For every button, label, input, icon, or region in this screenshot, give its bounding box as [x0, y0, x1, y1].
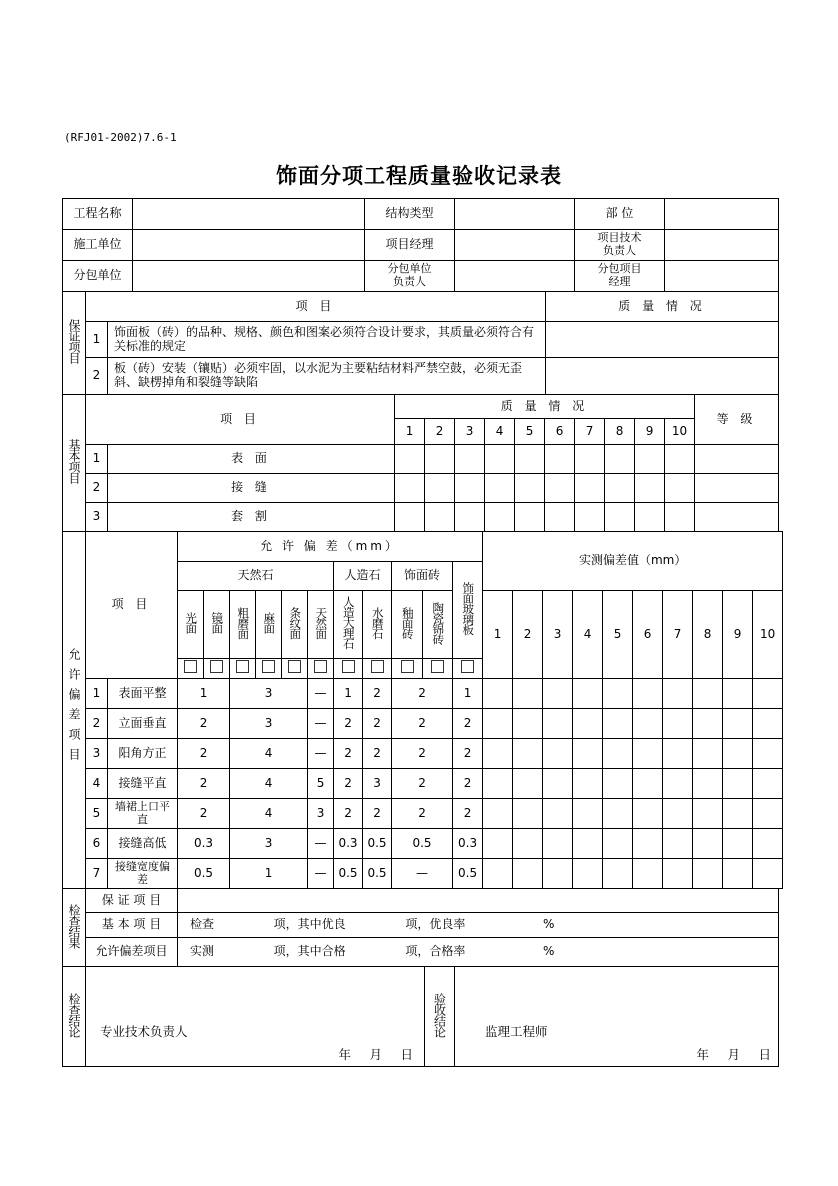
checkbox[interactable] [184, 660, 197, 673]
guarantee-row-text: 饰面板（砖）的品种、规格、颜色和图案必须符合设计要求，其质量必须符合有关标准的规定 [108, 322, 546, 358]
inspection-tolerance-label: 允许偏差项目 [86, 938, 178, 967]
checkbox[interactable] [431, 660, 444, 673]
row-name: 阳角方正 [108, 739, 178, 769]
row-name: 接缝平直 [108, 769, 178, 799]
value-cell: — [392, 859, 453, 889]
table-row [63, 799, 783, 829]
sub-col-header: 光面 [184, 612, 199, 634]
tolerance-table [62, 531, 783, 889]
tech-lead-label: 项目技术负责人 [575, 230, 665, 261]
document-code: (RFJ01-2002)7.6-1 [64, 131, 177, 144]
value-cell: 2 [392, 709, 453, 739]
artificial-stone-header: 人造石 [334, 562, 392, 591]
date-label: 年 月 日 [338, 1047, 416, 1062]
subcontract-unit-label: 分包单位 [63, 261, 133, 292]
measured-num: 9 [723, 591, 753, 679]
guarantee-item-header: 项 目 [86, 292, 546, 322]
table-row [63, 769, 783, 799]
basic-num: 8 [605, 419, 635, 445]
value-cell: 2 [178, 709, 230, 739]
value-cell: — [308, 859, 334, 889]
page-title: 饰面分项工程质量验收记录表 [276, 164, 562, 188]
value-cell: 2 [453, 769, 483, 799]
row-no: 4 [86, 769, 108, 799]
supervisor-sign-label: 监理工程师 [485, 1024, 548, 1039]
basic-num: 5 [515, 419, 545, 445]
value-cell: 3 [363, 769, 392, 799]
row-no: 1 [86, 679, 108, 709]
row-name: 接缝宽度偏差 [108, 859, 178, 889]
text: 项，优良率 [405, 917, 466, 932]
value-cell: 2 [363, 739, 392, 769]
table-row [63, 859, 783, 889]
row-no: 2 [86, 709, 108, 739]
basic-num: 3 [455, 419, 485, 445]
subcontract-lead-field[interactable] [455, 261, 575, 292]
tech-lead-sign-label: 专业技术负责人 [100, 1024, 188, 1039]
guarantee-section-label: 保证项目 [67, 319, 81, 364]
value-cell: 1 [453, 679, 483, 709]
guarantee-row-text: 板（砖）安装（镶贴）必须牢固，以水泥为主要粘结材料严禁空鼓，必须无歪斜、缺楞掉角和裂缝等缺陷 [108, 358, 546, 395]
value-cell: 2 [178, 739, 230, 769]
table-row [63, 829, 783, 859]
sub-col-header: 条纹面 [288, 606, 303, 639]
subcontract-unit-field[interactable] [133, 261, 365, 292]
value-cell: 5 [308, 769, 334, 799]
subcontract-manager-label: 分包项目经理 [575, 261, 665, 292]
guarantee-quality-cell[interactable] [546, 358, 779, 395]
measured-num: 1 [483, 591, 513, 679]
table-row [63, 709, 783, 739]
allowed-deviation-header: 允 许 偏 差（mm） [178, 532, 483, 562]
conclusion-table [62, 966, 779, 1067]
value-cell: 0.5 [453, 859, 483, 889]
tolerance-item-header: 项 目 [86, 532, 178, 679]
table-row [63, 739, 783, 769]
value-cell: 2 [363, 799, 392, 829]
basic-row-no: 3 [86, 503, 108, 532]
basic-row-text: 表 面 [108, 445, 395, 474]
value-cell: 3 [230, 679, 308, 709]
value-cell: 1 [230, 859, 308, 889]
value-cell: 0.5 [363, 859, 392, 889]
sub-col-header: 陶瓷锦砖 [431, 601, 446, 644]
project-manager-label: 项目经理 [365, 230, 455, 261]
tolerance-section-label: 允许偏差项目 [67, 648, 81, 769]
checkbox[interactable] [262, 660, 275, 673]
subcontract-manager-field[interactable] [665, 261, 779, 292]
value-cell: 0.5 [334, 859, 363, 889]
value-cell: 0.5 [178, 859, 230, 889]
value-cell: 2 [334, 799, 363, 829]
value-cell: 4 [230, 739, 308, 769]
value-cell: 2 [392, 769, 453, 799]
accept-conclusion-cell[interactable] [455, 967, 779, 1067]
basic-section-label: 基本项目 [67, 439, 81, 484]
project-name-field[interactable] [133, 199, 365, 230]
basic-quality-header: 质 量 情 况 [395, 395, 695, 419]
construction-unit-label: 施工单位 [63, 230, 133, 261]
measured-num: 5 [603, 591, 633, 679]
header-table [62, 198, 779, 292]
text: 检查 [190, 917, 215, 932]
value-cell: 4 [230, 799, 308, 829]
checkbox[interactable] [461, 660, 474, 673]
basic-num: 6 [545, 419, 575, 445]
structure-type-label: 结构类型 [365, 199, 455, 230]
value-cell: 2 [392, 739, 453, 769]
text: 项，合格率 [405, 944, 466, 959]
value-cell: 0.5 [392, 829, 453, 859]
row-no: 7 [86, 859, 108, 889]
guarantee-quality-header: 质 量 情 况 [546, 292, 779, 322]
text: 实测 [190, 944, 215, 959]
sub-col-header: 镜面 [210, 612, 225, 634]
checkbox[interactable] [288, 660, 301, 673]
glass-header: 饰面玻璃板 [461, 581, 476, 635]
value-cell: 2 [178, 799, 230, 829]
value-cell: 1 [178, 679, 230, 709]
value-cell: 0.3 [453, 829, 483, 859]
value-cell: 0.3 [334, 829, 363, 859]
value-cell: 4 [230, 769, 308, 799]
inspection-guarantee-cell[interactable] [178, 889, 779, 913]
checkbox[interactable] [210, 660, 223, 673]
value-cell: 2 [334, 739, 363, 769]
guarantee-row-no: 2 [86, 358, 108, 395]
value-cell: 2 [178, 769, 230, 799]
measured-num: 6 [633, 591, 663, 679]
value-cell: 0.3 [178, 829, 230, 859]
checkbox[interactable] [314, 660, 327, 673]
value-cell: 3 [230, 709, 308, 739]
measured-num: 3 [543, 591, 573, 679]
checkbox[interactable] [401, 660, 414, 673]
inspection-basic-label: 基 本 项 目 [86, 913, 178, 938]
basic-table [62, 394, 779, 532]
table-row [63, 679, 783, 709]
value-cell: 2 [363, 679, 392, 709]
value-cell: 2 [453, 799, 483, 829]
sub-col-header: 粗磨面 [236, 606, 251, 639]
basic-row-no: 1 [86, 445, 108, 474]
sub-col-header: 水磨石 [370, 606, 385, 639]
row-no: 6 [86, 829, 108, 859]
value-cell: 1 [334, 679, 363, 709]
percent-sign: % [543, 917, 555, 932]
basic-num: 9 [635, 419, 665, 445]
part-label: 部 位 [575, 199, 665, 230]
row-name: 墙裙上口平直 [108, 799, 178, 829]
checkbox[interactable] [236, 660, 249, 673]
basic-item-header: 项 目 [86, 395, 395, 445]
checkbox[interactable] [342, 660, 355, 673]
basic-row-text: 接 缝 [108, 474, 395, 503]
value-cell: 2 [453, 709, 483, 739]
value-cell: 2 [334, 709, 363, 739]
basic-num: 2 [425, 419, 455, 445]
basic-row-text: 套 割 [108, 503, 395, 532]
checkbox[interactable] [371, 660, 384, 673]
value-cell: 2 [363, 709, 392, 739]
row-no: 3 [86, 739, 108, 769]
row-name: 立面垂直 [108, 709, 178, 739]
measured-num: 4 [573, 591, 603, 679]
measured-deviation-header: 实测偏差值（mm） [483, 532, 783, 591]
measured-num: 10 [753, 591, 783, 679]
guarantee-quality-cell[interactable] [546, 322, 779, 358]
check-conclusion-cell[interactable] [86, 967, 425, 1067]
row-name: 接缝高低 [108, 829, 178, 859]
basic-num: 7 [575, 419, 605, 445]
sub-col-header: 天然面 [314, 606, 329, 639]
basic-num: 4 [485, 419, 515, 445]
accept-conclusion-label: 验收结论 [432, 992, 447, 1037]
value-cell: 3 [308, 799, 334, 829]
date-label: 年 月 日 [696, 1047, 774, 1062]
value-cell: 2 [453, 739, 483, 769]
guarantee-row-no: 1 [86, 322, 108, 358]
value-cell: — [308, 709, 334, 739]
value-cell: — [308, 679, 334, 709]
part-field[interactable] [665, 199, 779, 230]
sub-col-header: 釉面砖 [400, 606, 415, 639]
tile-header: 饰面砖 [392, 562, 453, 591]
natural-stone-header: 天然石 [178, 562, 334, 591]
row-no: 5 [86, 799, 108, 829]
value-cell: 2 [392, 799, 453, 829]
text: 项，其中优良 [273, 917, 346, 932]
construction-unit-field[interactable] [133, 230, 365, 261]
check-conclusion-label: 检查结论 [67, 992, 81, 1037]
sub-col-header: 麻面 [262, 612, 277, 634]
inspection-table [62, 888, 779, 967]
subcontract-lead-label: 分包单位负责人 [365, 261, 455, 292]
value-cell: 0.5 [363, 829, 392, 859]
tech-lead-field[interactable] [665, 230, 779, 261]
value-cell: — [308, 739, 334, 769]
measured-num: 2 [513, 591, 543, 679]
guarantee-table [62, 291, 779, 395]
inspection-guarantee-label: 保 证 项 目 [86, 889, 178, 913]
percent-sign: % [543, 944, 555, 959]
row-name: 表面平整 [108, 679, 178, 709]
sub-col-header: 人造大理石 [341, 596, 356, 649]
basic-num: 10 [665, 419, 695, 445]
basic-grade-header: 等 级 [695, 395, 779, 445]
measured-num: 7 [663, 591, 693, 679]
value-cell: 3 [230, 829, 308, 859]
value-cell: — [308, 829, 334, 859]
measured-num: 8 [693, 591, 723, 679]
basic-num: 1 [395, 419, 425, 445]
text: 项，其中合格 [273, 944, 346, 959]
structure-type-field[interactable] [455, 199, 575, 230]
basic-row-no: 2 [86, 474, 108, 503]
value-cell: 2 [392, 679, 453, 709]
project-name-label: 工程名称 [63, 199, 133, 230]
value-cell: 2 [334, 769, 363, 799]
inspection-section-label: 检查结果 [67, 903, 81, 948]
project-manager-field[interactable] [455, 230, 575, 261]
